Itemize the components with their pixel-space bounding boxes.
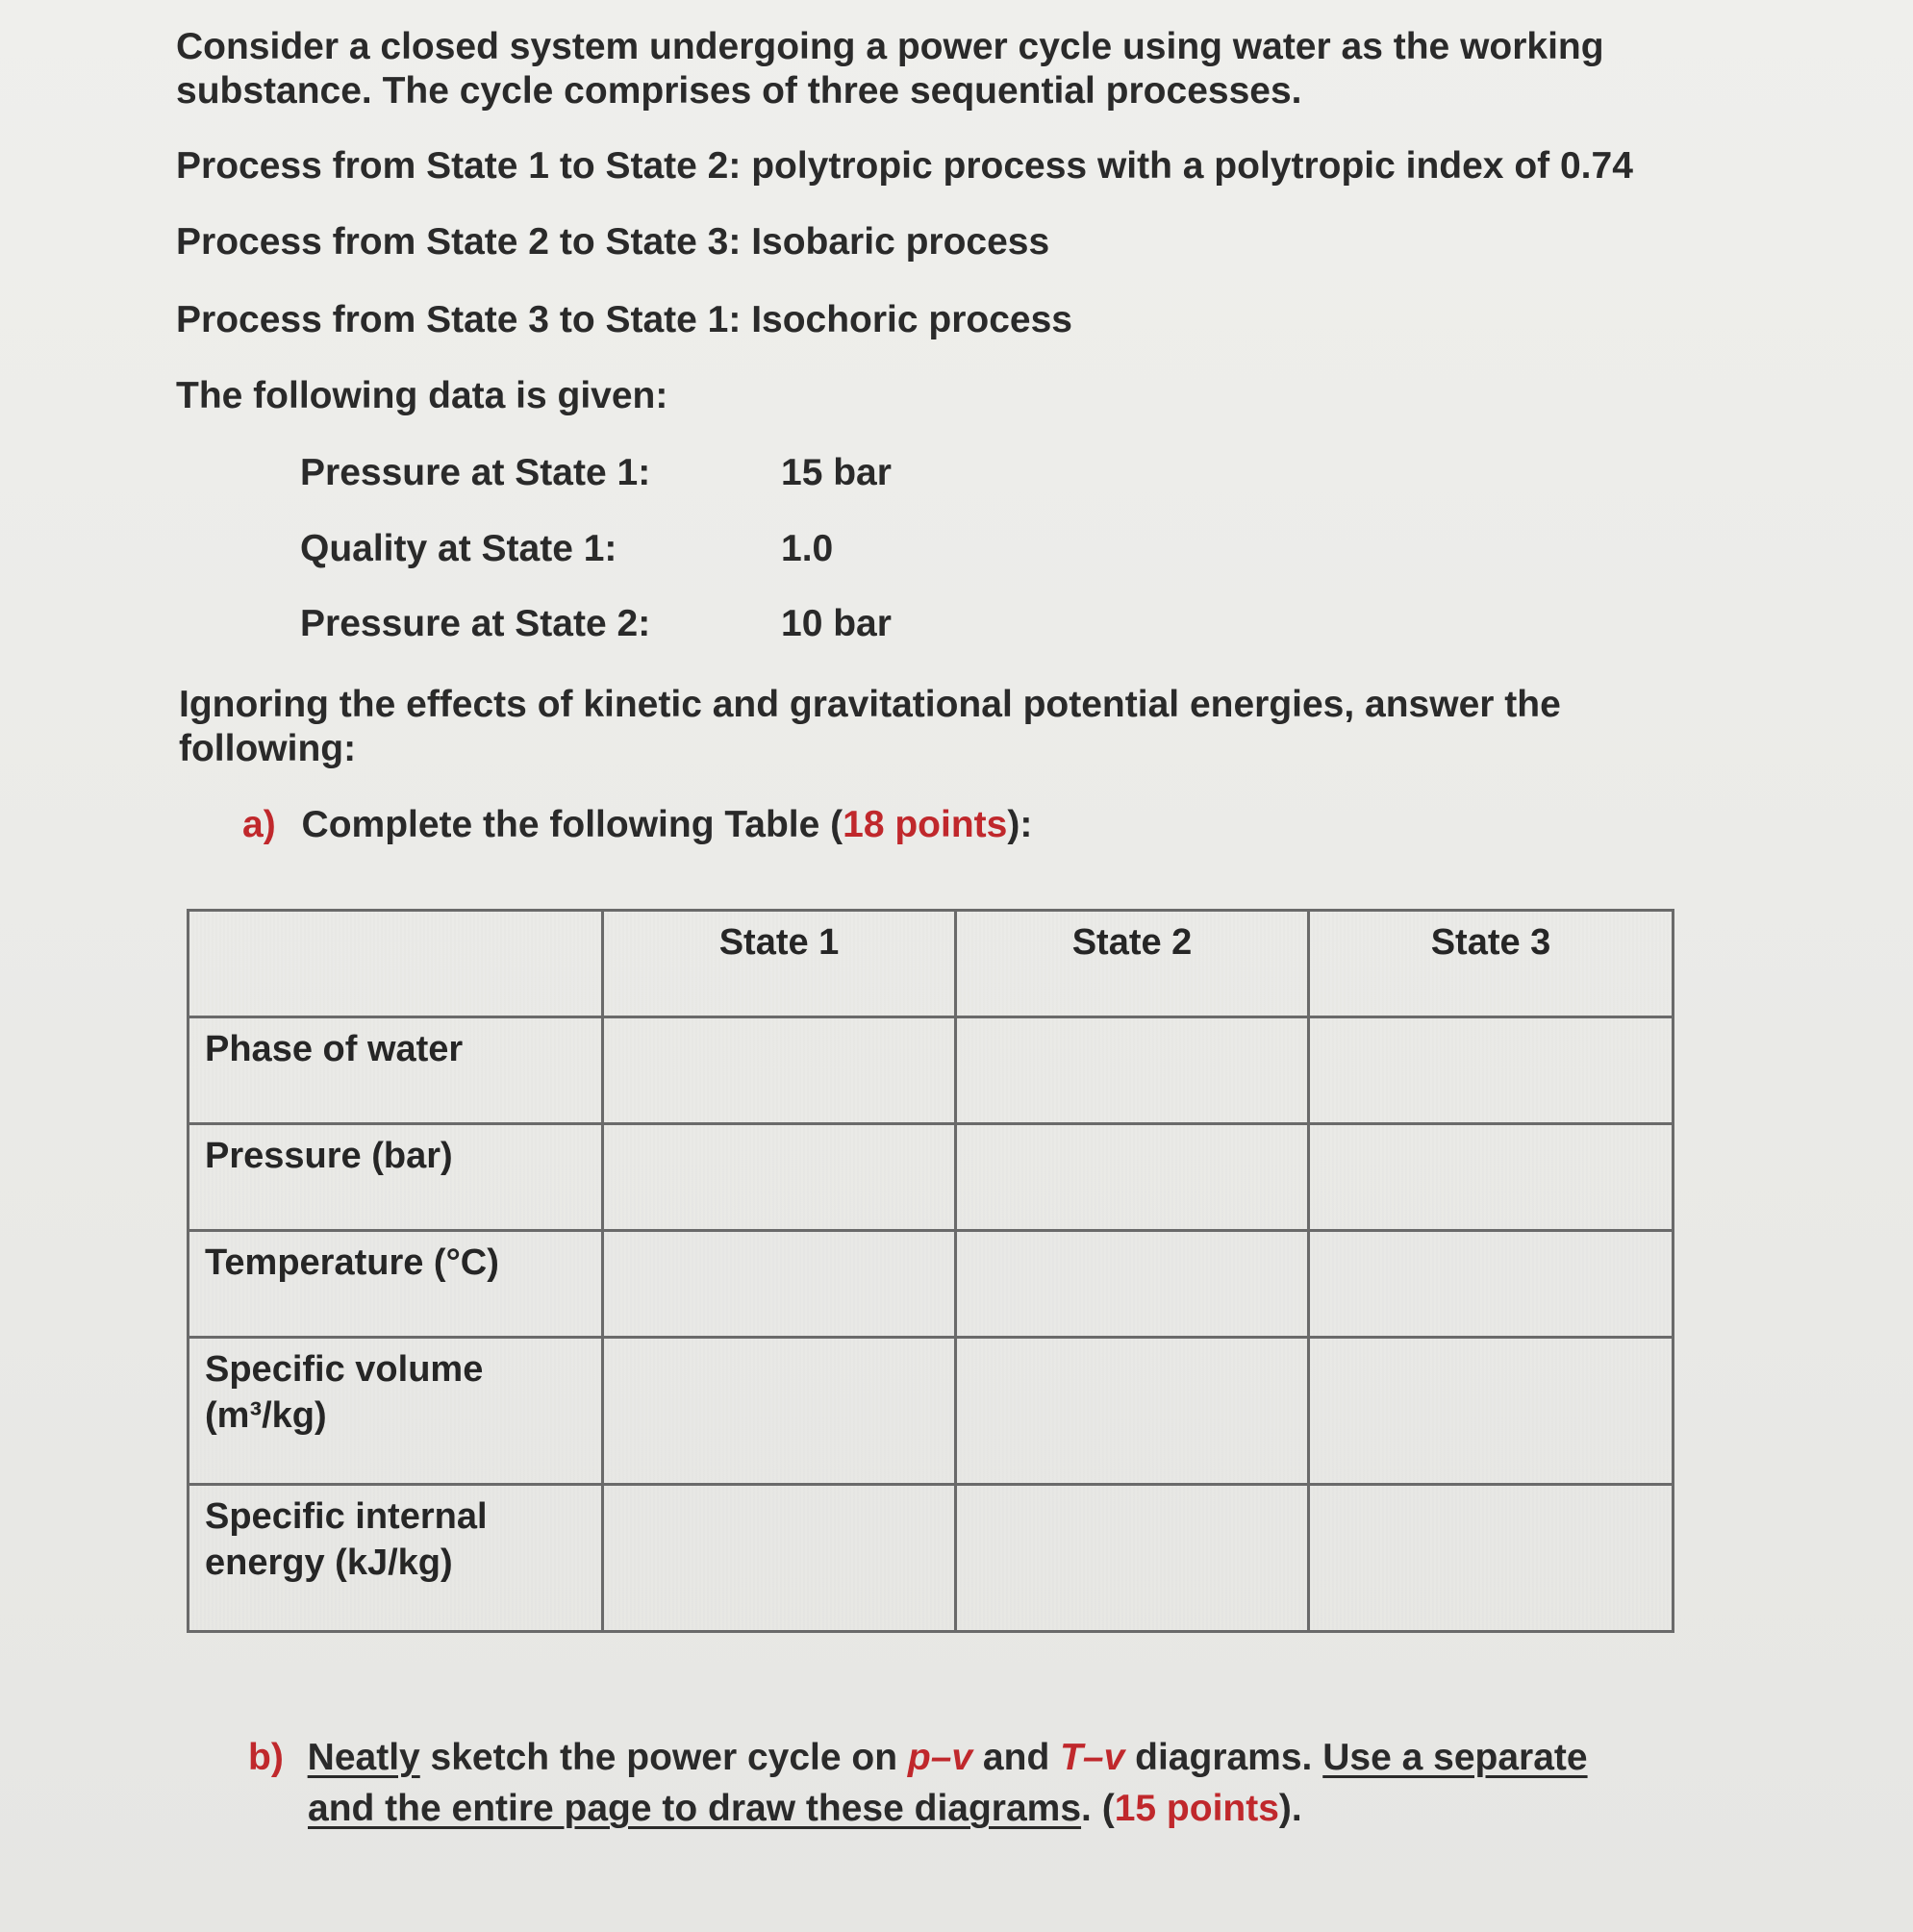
table-header-state-2: State 2 <box>956 911 1309 1017</box>
cell-energy-state-3[interactable] <box>1309 1485 1674 1632</box>
part-a-close: ): <box>1007 804 1033 845</box>
given-value-p1: 15 bar <box>781 452 892 493</box>
table-header-state-1: State 1 <box>603 911 956 1017</box>
part-b-points: 15 points <box>1114 1788 1279 1829</box>
given-label-x1: Quality at State 1: <box>300 528 617 569</box>
table-row <box>189 1017 1674 1124</box>
part-b-line-1 <box>248 1736 1588 1780</box>
given-heading: The following data is given: <box>176 375 668 416</box>
part-b-text-1: sketch the power cycle on <box>419 1737 908 1778</box>
process-2-3: Process from State 2 to State 3: Isobaric process <box>176 221 1050 263</box>
cell-temperature-state-1[interactable] <box>603 1231 956 1338</box>
properties-table <box>187 909 1674 1633</box>
part-b-marker: b) <box>248 1737 284 1778</box>
table-header-row <box>189 911 1674 1017</box>
process-3-1: Process from State 3 to State 1: Isochoric process <box>176 299 1073 340</box>
table-row <box>189 1485 1674 1632</box>
cell-temperature-state-3[interactable] <box>1309 1231 1674 1338</box>
row-label-internal-energy-line-2: energy (kJ/kg) <box>205 1543 453 1583</box>
table-row <box>189 1231 1674 1338</box>
part-b-and: and <box>972 1737 1061 1778</box>
part-b-close: ). <box>1278 1788 1302 1829</box>
cell-phase-state-1[interactable] <box>603 1017 956 1124</box>
given-label-p2: Pressure at State 2: <box>300 603 651 644</box>
part-a <box>242 803 1032 847</box>
intro-line-2: substance. The cycle comprises of three sequential processes. <box>176 70 1302 112</box>
given-value-p2: 10 bar <box>781 603 892 644</box>
given-label-p1: Pressure at State 1: <box>300 452 651 493</box>
row-label-pressure: Pressure (bar) <box>189 1124 603 1231</box>
table-row <box>189 1124 1674 1231</box>
cell-pressure-state-3[interactable] <box>1309 1124 1674 1231</box>
table-row <box>189 1338 1674 1485</box>
cell-pressure-state-2[interactable] <box>956 1124 1309 1231</box>
given-value-x1: 1.0 <box>781 528 834 569</box>
part-b-tv: T–v <box>1060 1737 1125 1778</box>
cell-temperature-state-2[interactable] <box>956 1231 1309 1338</box>
instruction-line-2: following: <box>179 728 357 769</box>
row-label-specific-volume <box>189 1338 603 1485</box>
part-b-line-2-underlined: and the entire page to draw these diagrams <box>308 1788 1082 1829</box>
part-b-use-separate: Use a separate <box>1322 1737 1588 1778</box>
part-a-marker: a) <box>242 804 276 845</box>
row-label-specific-volume-line-1: Specific volume <box>205 1349 484 1390</box>
part-a-text: Complete the following Table ( <box>301 804 843 845</box>
row-label-temperature: Temperature (°C) <box>189 1231 603 1338</box>
part-b-pv: p–v <box>907 1737 973 1778</box>
row-label-specific-volume-line-2: (m³/kg) <box>205 1395 327 1436</box>
cell-volume-state-2[interactable] <box>956 1338 1309 1485</box>
intro-line-1: Consider a closed system undergoing a power cycle using water as the working <box>176 26 1604 67</box>
cell-phase-state-2[interactable] <box>956 1017 1309 1124</box>
part-b-line-2-rest: . ( <box>1081 1788 1115 1829</box>
part-b-text-2: diagrams. <box>1124 1737 1323 1778</box>
cell-pressure-state-1[interactable] <box>603 1124 956 1231</box>
table-header-state-3: State 3 <box>1309 911 1674 1017</box>
process-1-2: Process from State 1 to State 2: polytropic process with a polytropic index of 0.74 <box>176 145 1633 187</box>
part-a-points: 18 points <box>843 804 1008 845</box>
part-b-neatly: Neatly <box>307 1737 420 1778</box>
cell-volume-state-1[interactable] <box>603 1338 956 1485</box>
cell-energy-state-1[interactable] <box>603 1485 956 1632</box>
cell-phase-state-3[interactable] <box>1309 1017 1674 1124</box>
cell-energy-state-2[interactable] <box>956 1485 1309 1632</box>
table-header-empty <box>189 911 603 1017</box>
instruction-line-1: Ignoring the effects of kinetic and gravitational potential energies, answer the <box>179 684 1561 725</box>
part-b-line-2 <box>308 1787 1302 1831</box>
row-label-internal-energy-line-1: Specific internal <box>205 1496 488 1537</box>
row-label-internal-energy <box>189 1485 603 1632</box>
cell-volume-state-3[interactable] <box>1309 1338 1674 1485</box>
row-label-phase: Phase of water <box>189 1017 603 1124</box>
